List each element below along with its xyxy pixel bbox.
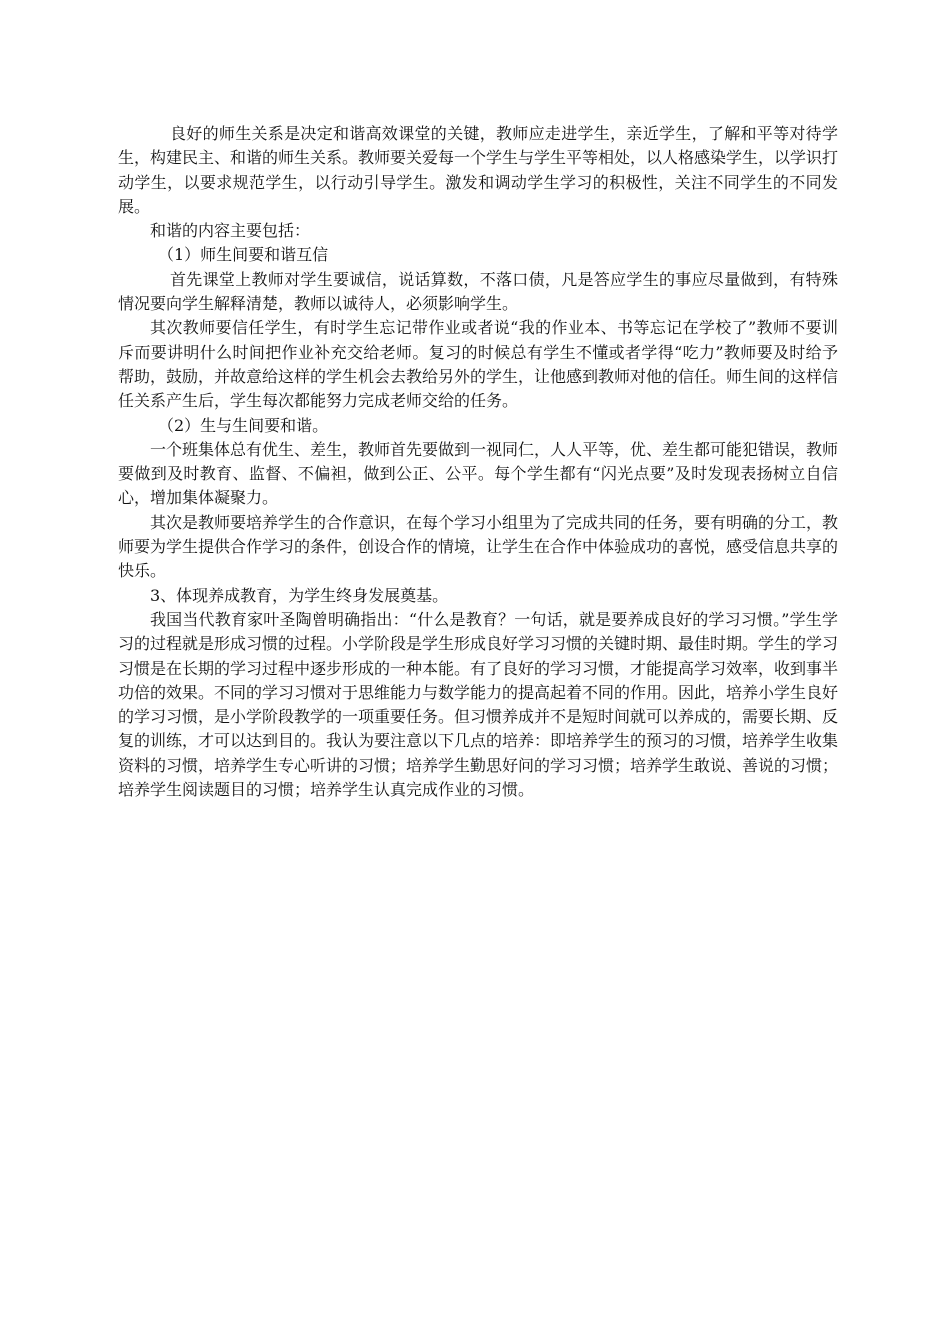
paragraph-trust: 其次教师要信任学生，有时学生忘记带作业或者说“我的作业本、书等忘记在学校了”教师不要训斥而要讲明什么时间把作业补充交给老师。复习的时候总有学生不懂或者学得“吃力”教师要及时给予帮助，鼓励，并故意给这样的学生机会去教给另外的学生，让他感到教师对他的信任。师生间的这样信任关系产生后，学生每次都能努力完成老师交给的任务。 [118, 318, 839, 411]
heading-habit-education: 3、体现养成教育，为学生终身发展奠基。 [150, 585, 449, 605]
paragraph-equality: 一个班集体总有优生、差生，教师首先要做到一视同仁，人人平等，优、差生都可能犯错误，教师要做到及时教育、监督、不偏袒，做到公正、公平。每个学生都有“闪光点要”及时发现表扬树立自信心，增加集体凝聚力。 [118, 439, 839, 508]
paragraph-harmony-contents: 和谐的内容主要包括： [150, 221, 311, 241]
paragraph-integrity: 首先课堂上教师对学生要诚信，说话算数，不落口债，凡是答应学生的事应尽量做到，有特殊情况要向学生解释清楚，教师以诚待人，必须影响学生。 [118, 269, 838, 314]
paragraph-cooperation: 其次是教师要培养学生的合作意识，在每个学习小组里为了完成共同的任务，要有明确的分工，教师要为学生提供合作学习的条件，创设合作的情境，让学生在合作中体验成功的喜悦，感受信息共享的快乐。 [118, 512, 839, 581]
document-body [118, 122, 838, 802]
subheading-student-student: （2）生与生间要和谐。 [158, 415, 329, 435]
paragraph-intro: 良好的师生关系是决定和谐高效课堂的关键，教师应走进学生，亲近学生，了解和平等对待学生，构建民主、和谐的师生关系。教师要关爱每一个学生与学生平等相处，以人格感染学生，以学识打动学生，以要求规范学生，以行动引导学生。激发和调动学生学习的积极性，关注不同学生的不同发展。 [118, 124, 839, 216]
subheading-teacher-student: （1）师生间要和谐互信 [158, 245, 329, 265]
paragraph-study-habits: 我国当代教育家叶圣陶曾明确指出：“什么是教育？一句话，就是要养成良好的学习习惯。”学生学习的过程就是形成习惯的过程。小学阶段是学生形成良好学习习惯的关键时期、最佳时期。学生的学习习惯是在长期的学习过程中逐步形成的一种本能。有了良好的学习习惯，才能提高学习效率，收到事半功倍的效果。不同的学习习惯对于思维能力与数学能力的提高起着不同的作用。因此，培养小学生良好的学习习惯，是小学阶段教学的一项重要任务。但习惯养成并不是短时间就可以养成的，需要长期、反复的训练，才可以达到目的。我认为要注意以下几点的培养：即培养学生的预习的习惯，培养学生收集资料的习惯，培养学生专心听讲的习惯；培养学生勤思好问的学习习惯；培养学生敢说、善说的习惯；培养学生阅读题目的习惯；培养学生认真完成作业的习惯。 [118, 609, 839, 800]
